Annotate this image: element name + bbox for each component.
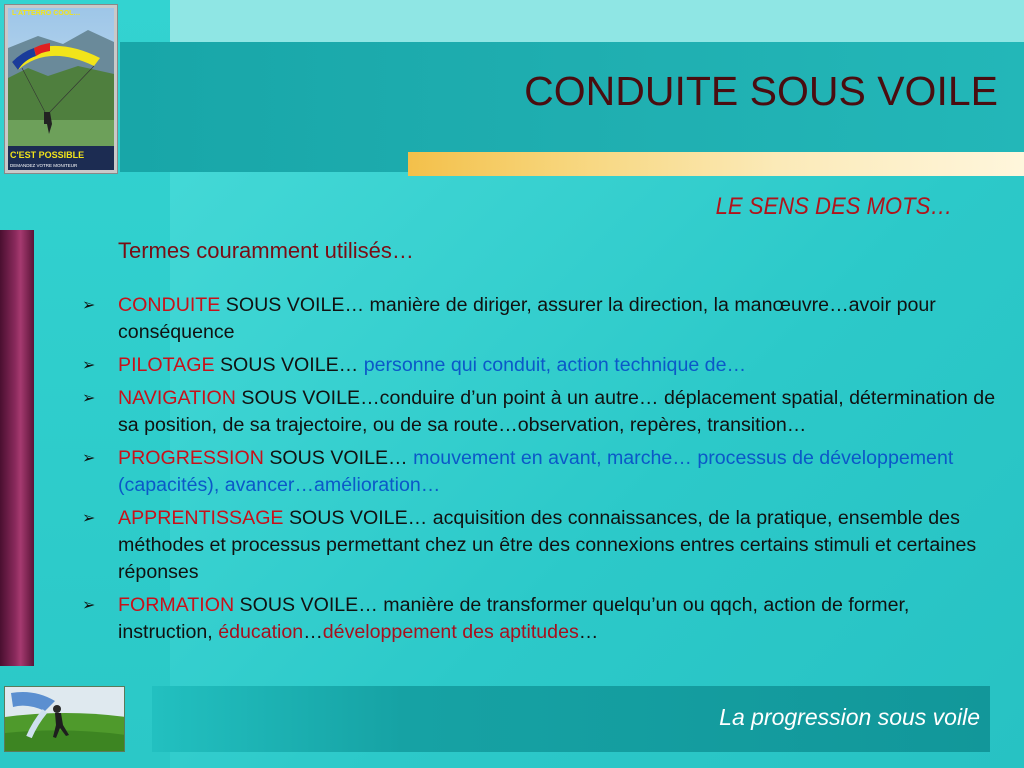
runner-photo bbox=[4, 686, 125, 752]
paraglider-logo-image bbox=[8, 8, 114, 170]
term-definition: acquisition des connaissances, de la pratique, ensemble des méthodes et processus permettant chez un être des connexions entres certains stimuli et certaines réponses bbox=[118, 507, 977, 583]
list-item bbox=[80, 292, 1000, 346]
footer-caption: La progression sous voile bbox=[719, 704, 980, 730]
arrow-bullet-icon: ➢ bbox=[82, 297, 96, 314]
term-definition-highlight: développement des aptitudes bbox=[322, 621, 579, 643]
term-suffix: SOUS VOILE… bbox=[234, 594, 378, 616]
background-top-strip bbox=[170, 0, 1024, 42]
runner-with-wing-image bbox=[5, 687, 125, 752]
maroon-accent-bar bbox=[0, 230, 34, 666]
gold-accent-bar bbox=[408, 152, 1024, 176]
term-suffix: SOUS VOILE… bbox=[214, 354, 359, 376]
term-definition-highlight: éducation bbox=[218, 621, 304, 643]
intro-text: Termes couramment utilisés… bbox=[118, 238, 414, 263]
term-definition-ellipsis: … bbox=[303, 621, 323, 643]
term-suffix: SOUS VOILE… bbox=[220, 294, 365, 316]
term-definition: manière de diriger, assurer la direction, la manœuvre…avoir pour conséquence bbox=[118, 294, 936, 343]
list-item bbox=[80, 445, 1000, 499]
list-item bbox=[80, 385, 1000, 439]
arrow-bullet-icon: ➢ bbox=[82, 357, 96, 374]
page-title: CONDUITE SOUS VOILE bbox=[524, 68, 998, 114]
term-keyword: NAVIGATION bbox=[118, 387, 236, 409]
club-logo bbox=[4, 4, 118, 174]
arrow-bullet-icon: ➢ bbox=[82, 597, 96, 614]
list-item bbox=[80, 505, 1000, 586]
footer-bar bbox=[152, 686, 990, 752]
logo-top-text: L'ATTERRO COOL… bbox=[12, 10, 81, 17]
term-suffix: SOUS VOILE… bbox=[263, 447, 408, 469]
term-suffix: SOUS VOILE… bbox=[235, 387, 380, 409]
term-keyword: PILOTAGE bbox=[118, 354, 215, 376]
arrow-bullet-icon: ➢ bbox=[82, 450, 96, 467]
terms-list bbox=[80, 292, 1000, 652]
term-definition: conduire d’un point à un autre… déplacement spatial, détermination de sa position, de sa trajectoire, ou de sa route…observation, repères, transition… bbox=[118, 387, 996, 436]
logo-bottom-text: C'EST POSSIBLE bbox=[10, 150, 85, 160]
term-keyword: FORMATION bbox=[118, 594, 235, 616]
term-suffix: SOUS VOILE… bbox=[283, 507, 428, 529]
term-definition: manière de transformer quelqu’un ou qqch, action de former, instruction, bbox=[118, 594, 910, 643]
term-definition: mouvement en avant, marche… processus de développement (capacités), avancer…amélioration… bbox=[118, 447, 954, 496]
term-keyword: CONDUITE bbox=[118, 294, 221, 316]
term-keyword: PROGRESSION bbox=[118, 447, 264, 469]
term-definition-ellipsis: … bbox=[578, 621, 599, 643]
term-definition: personne qui conduit, action technique de… bbox=[358, 354, 747, 376]
arrow-bullet-icon: ➢ bbox=[82, 510, 96, 527]
page-subtitle: LE SENS DES MOTS… bbox=[715, 193, 952, 220]
arrow-bullet-icon: ➢ bbox=[82, 390, 96, 407]
term-keyword: APPRENTISSAGE bbox=[118, 507, 284, 529]
list-item bbox=[80, 352, 1000, 379]
logo-small-text: DEMANDEZ VOTRE MONITEUR bbox=[10, 163, 78, 168]
list-item bbox=[80, 592, 1000, 646]
